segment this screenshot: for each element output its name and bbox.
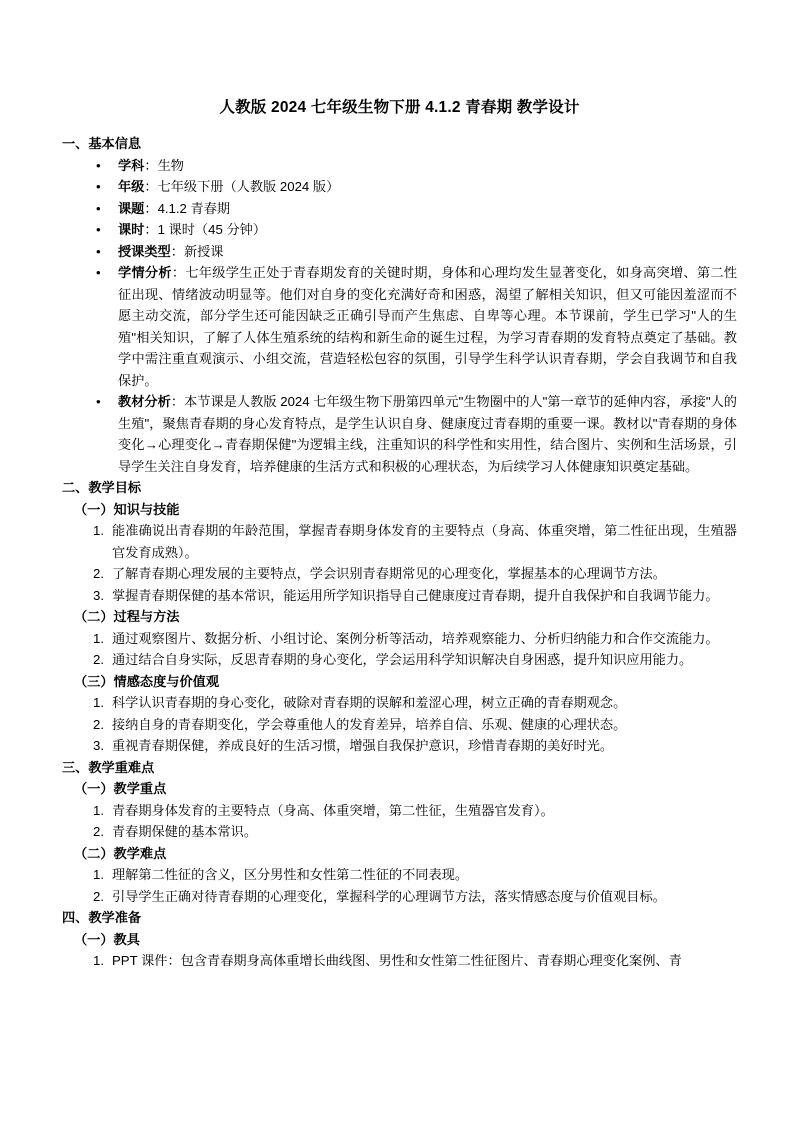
item-separator: ： bbox=[144, 222, 158, 238]
list-item: 重视青春期保健，养成良好的生活习惯，增强自我保护意识，珍惜青春期的美好时光。 bbox=[112, 738, 614, 754]
item-value: 4.1.2 青春期 bbox=[157, 200, 231, 216]
list-item bbox=[62, 241, 737, 263]
key-focus-list bbox=[62, 800, 737, 843]
item-separator: ： bbox=[144, 179, 158, 195]
list-item bbox=[62, 176, 737, 198]
key-difficulty-list bbox=[62, 864, 737, 907]
list-item bbox=[62, 262, 737, 391]
item-label: 课题 bbox=[118, 200, 145, 216]
list-item bbox=[62, 155, 737, 177]
list-item: 接纳自身的青春期变化，学会尊重他人的发育差异，培养自信、乐观、健康的心理状态。 bbox=[112, 716, 627, 732]
item-value: 生物 bbox=[157, 157, 184, 173]
item-separator: ： bbox=[170, 394, 185, 410]
basic-info-list bbox=[62, 155, 737, 478]
list-item bbox=[62, 219, 737, 241]
emotion-values-list bbox=[62, 692, 737, 757]
subsection-heading-emotion-values: （三）情感态度与价值观 bbox=[74, 673, 220, 689]
section-heading-basic-info: 一、基本信息 bbox=[62, 136, 142, 152]
section-heading-key-points: 三、教学重难点 bbox=[62, 759, 155, 775]
item-value: 本节课是人教版 2024 七年级生物下册第四单元"生物圈中的人"第一章节的延伸内容，承接"人的生殖"，聚焦青春期的身心发育特点，是学生认识自身、健康度过青春期的重要一课。教材以"青春期的身体变化→心理变化→青春期保健"为逻辑主线，注重知识的科学性和实用性，结合图片、实例和生活场景，引导学生关注自身发育，培养健康的生活方式和积极的心理状态，为后续学习人体健康知识奠定基础。 bbox=[118, 394, 737, 474]
process-methods-list bbox=[62, 628, 737, 671]
list-item: PPT 课件：包含青春期身高体重增长曲线图、男性和女性第二性征图片、青春期心理变化案例、青 bbox=[112, 953, 682, 969]
item-value: 七年级下册（人教版 2024 版） bbox=[157, 179, 340, 195]
subsection-heading-teaching-aids: （一）教具 bbox=[74, 931, 140, 947]
item-label: 学科 bbox=[118, 157, 145, 173]
subsection-heading-process-methods: （二）过程与方法 bbox=[74, 609, 180, 625]
item-label: 教材分析 bbox=[118, 394, 171, 410]
list-item: 通过结合自身实际，反思青春期的身心变化，学会运用科学知识解决自身困惑，提升知识应用能力。 bbox=[112, 652, 693, 668]
list-item: 了解青春期心理发展的主要特点，学会识别青春期常见的心理变化，掌握基本的心理调节方法。 bbox=[112, 566, 666, 582]
item-value: 七年级学生正处于青春期发育的关键时期，身体和心理均发生显著变化，如身高突增、第二性征出现、情绪波动明显等。他们对自身的变化充满好奇和困惑，渴望了解相关知识，但又可能因羞涩而不愿主动交流，部分学生还可能因缺乏正确引导而产生焦虑、自卑等心理。本节课前，学生已学习"人的生殖"相关知识，了解了人体生殖系统的结构和新生命的诞生过程，为学习青春期的发育特点奠定了基础。教学中需注重直观演示、小组交流，营造轻松包容的氛围，引导学生科学认识青春期，学会自我调节和自我保护。 bbox=[118, 265, 738, 388]
list-item: 青春期身体发育的主要特点（身高、体重突增，第二性征，生殖器官发育）。 bbox=[112, 802, 554, 818]
item-label: 授课类型 bbox=[118, 243, 171, 259]
item-separator: ： bbox=[144, 200, 158, 216]
item-separator: ： bbox=[144, 157, 158, 173]
item-value: 1 课时（45 分钟） bbox=[157, 222, 267, 238]
page-title: 人教版 2024 七年级生物下册 4.1.2 青春期 教学设计 bbox=[219, 99, 580, 116]
list-item bbox=[62, 198, 737, 220]
knowledge-skills-list bbox=[62, 520, 737, 606]
list-item: 通过观察图片、数据分析、小组讨论、案例分析等活动，培养观察能力、分析归纳能力和合作交流能力。 bbox=[112, 630, 719, 646]
list-item: 掌握青春期保健的基本常识，能运用所学知识指导自己健康度过青春期，提升自我保护和自我调节能力。 bbox=[112, 587, 719, 603]
item-label: 年级 bbox=[118, 179, 145, 195]
subsection-heading-key-focus: （一）教学重点 bbox=[74, 781, 167, 797]
subsection-heading-knowledge-skills: （一）知识与技能 bbox=[74, 501, 180, 517]
list-item: 科学认识青春期的身心变化，破除对青春期的误解和羞涩心理，树立正确的青春期观念。 bbox=[112, 695, 627, 711]
item-label: 学情分析 bbox=[118, 265, 172, 281]
section-heading-teaching-goals: 二、教学目标 bbox=[62, 480, 142, 496]
teaching-aids-list bbox=[62, 950, 737, 972]
list-item bbox=[62, 391, 737, 477]
section-heading-preparation: 四、教学准备 bbox=[62, 910, 142, 926]
list-item: 理解第二性征的含义，区分男性和女性第二性征的不同表现。 bbox=[112, 867, 469, 883]
list-item: 引导学生正确对待青春期的心理变化，掌握科学的心理调节方法，落实情感态度与价值观目标。 bbox=[112, 888, 666, 904]
list-item: 能准确说出青春期的年龄范围，掌握青春期身体发育的主要特点（身高、体重突增，第二性征出现，生殖器官发育成熟）。 bbox=[112, 523, 737, 560]
item-separator: ： bbox=[170, 243, 184, 259]
item-value: 新授课 bbox=[183, 243, 224, 259]
subsection-heading-key-difficulty: （二）教学难点 bbox=[74, 845, 167, 861]
item-separator: ： bbox=[171, 265, 186, 281]
list-item: 青春期保健的基本常识。 bbox=[112, 824, 258, 840]
item-label: 课时 bbox=[118, 222, 145, 238]
